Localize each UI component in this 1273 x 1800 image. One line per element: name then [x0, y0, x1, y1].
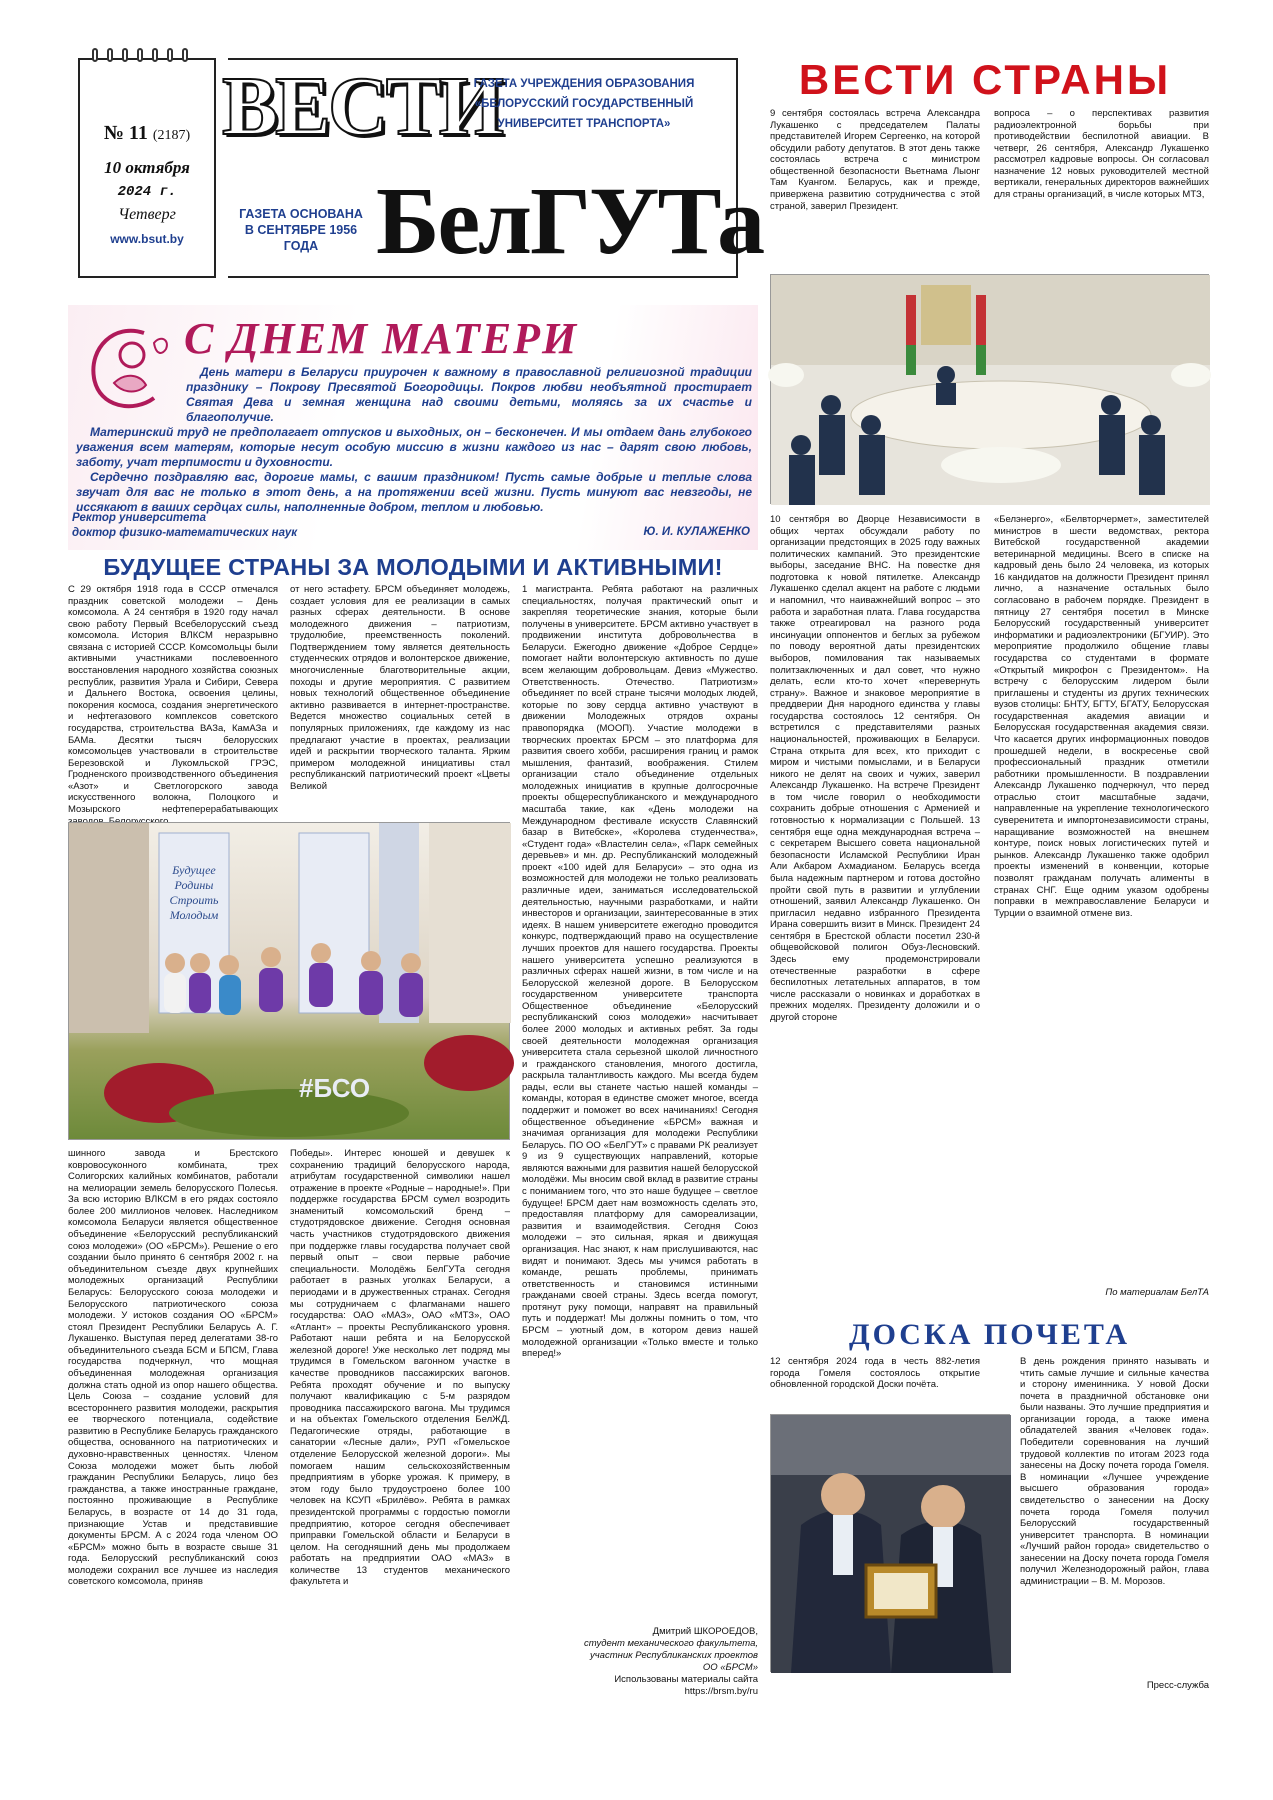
country-col-right: «Белэнерго», «Белвторчермет», заместителей министров в шести ведомствах, ректора Витебской государственной академии ветеринарной медицины. Всего в списке на кадровый день было 24 человека, из которых 16 кандидатов на должности Президент принял лично, а назначение остальных было согласовано в рабочем порядке. Президент в пятницу 27 сентября посетил в Минске Белорусский государственный университет информатики и радиоэлектроники (БГУИР). Это мероприятие продолжило общение главы государства со студентами в формате «Открытый микрофон с Президентом». На встречу с белорусским лидером были приглашены и студенты из других технических вузов столицы: БНТУ, БГТУ, БГАТУ, Белорусская государственная академия авиации и Белорусская государственная академия связи. Что касается других информационных поводов прошедшей недели, в воскресенье свой профессиональный праздник отметили работники промышленности. В поздравлении Александр Лукашенко подчеркнул, что перед отраслью стоит масштабные задачи, направленные на укрепление технологического суверенитета и импортонезависимости страны, наращивание возможностей на внешнем контуре, поиск новых логистических путей и рынков. Александр Лукашенко также одобрил проекты изменений в конвенции, которые позволят гражданам получать алименты в странах СНГ. Еще одним указом одобрены поправки в межправославление Беларуси и Турции о взаимной отмене виз.: [994, 514, 1209, 919]
country-top-right: вопроса – о перспективах развития радиоэлектронной борьбы при противодействии беспилотной авиации. В четверг, 26 сентября, Александр Лукашенко рассмотрел кадровые вопросы. Он согласовал назначение 12 новых руководителей местной вертикали, генеральных директоров важнейших для страны организаций, в числе которых МТЗ,: [994, 108, 1209, 201]
founded-block: ГАЗЕТА ОСНОВАНА В СЕНТЯБРЕ 1956 ГОДА: [239, 207, 363, 253]
country-source: По материалам БелТА: [1105, 1287, 1209, 1298]
award-photo: [770, 1414, 1010, 1672]
youth-col2-bottom: Победы». Интерес юношей и девушек к сохранению традиций белорусского народа, атрибутам государственной символики нашел отражение в проекте «Родные – народные!». При поддержке государства БРСМ сумел возродить знаменитый комсомольский бренд – студотрядовское движение. Сегодня основная часть участников студотрядовского движения при поддержке главы государства получает свой первый опыт – свои первые рабочие специальности. Молодёжь БелГУТа сегодня работает в разных уголках Беларуси, а периодами и в дружественных странах. Сегодня мы сотрудничаем с флагманами нашего государства: ОАО «МАЗ», ОАО «МТЗ», ОАО «Атлант» – проекты Республиканского уровня. Работают наши ребята и на Белорусской железной дороге! Уже несколько лет подряд мы трудимся в Гомельском вагонном участке в качестве проводников пассажирских вагонов. Ребята проходят обучение и по выпуску получают квалификацию с 5-м разрядом проводника пассажирского вагона. Мы трудимся и на объектах Гомельского отделения БелЖД. Педагогические отряды, работающие в санатории «Лесные дали», РУП «Гомельское отделение Белорусской железной дороги». Мы помогаем нашим сельскохозяйственным предприятиям в уборке урожая. К примеру, в этом году было трудоустроено более 100 человек на КСУП «Брилёво». Ребята в рамках президентской программы с гордостью помогли предприятию, которое сегодня обеспечивает приправки Гомельской области и Беларуси в целом. На сегодняшний день мы продолжаем работать на предприятии ОАО «МАЗ» в количестве 13 студентов механического факультета и: [290, 1148, 510, 1588]
youth-author: Дмитрий ШКОРОЕДОВ, студент механического факультета, участник Республиканских проектов ОО «БРСМ» Использованы материалы сайта https://brsm.by/ru: [522, 1626, 758, 1698]
country-col-left: 10 сентября во Дворце Независимости в общих чертах обсуждали работу по организации предстоящих в 2025 году важных политических кампаний. Это президентские выборы, заседание ВНС. На повестке дня подготовка к новой пятилетке. Александр Лукашенко сделал акцент на работе с людьми и напомнил, что наиважнейший вопрос – это работа и заработная плата. Глава государства также отреагировал на разного рода инсинуации оппонентов и беглых за рубежом по поводу вероятной даты президентских выборов, помилования так называемых политзаключенных и дал совет, что нужно делать, если кто-то хочет «перевернуть страну». Важное и знаковое мероприятие в преддверии Дня народного единства у главы государства состоялось 12 сентября. Он встретился с представителями разных национальностей, проживающих в Беларуси. Страна открыта для всех, кто приходит с миром и чистыми помыслами, и в Беларуси никого не делят на своих и чужих, заверил Александр Лукашенко. На встрече Президент в том числе говорил о необходимости сохранить добрые отношения с Арменией и готовностью к нормализации с Польшей. 13 сентября еще одна международная встреча – с секретарем Высшего совета национальной безопасности Исламской Республики Иран Али Акбаром Ахмадианом. Беларусь всегда была надежным партнером и готова достойно пройти свой путь в развитии и углублении отношений, заявил Александр Лукашенко. Он пригласил недавно избранного Президента Ирана совершить визит в Минск. Президент 24 сентября в Брестской области посетил 230-й общевойсковой полигон Обуз-Лесновский. Здесь ему продемонстрировали отечественные разработки в сфере беспилотных летательных аппаратов, в том числе рассказали о новинках и доработках в прежних моделях. Президенту доложили и о другой стороне: [770, 514, 980, 1023]
rector-title: Ректор университета доктор физико-математических наук: [72, 512, 298, 539]
photo-banner-text: Будущее Родины Строить Молодым: [169, 863, 219, 922]
youth-headline: БУДУЩЕЕ СТРАНЫ ЗА МОЛОДЫМИ И АКТИВНЫМИ!: [103, 554, 723, 580]
youth-col2-top: от него эстафету. БРСМ объединяет молодежь, создает условия для ее реализации в самых разных сферах деятельности. В основе молодежного движения – патриотизм, трудолюбие, преемственность поколений. Подтверждением тому является деятельность студенческих отрядов и волонтерское движение, многочисленные благотворительные акции, походы и другие мероприятия. С развитием новых технологий общественное объединение активно развивается в интернет-пространстве. Ведется множество социальных сетей в популярных приложениях, где каждому из нас предлагают участие в проектах, реализации идей и раскрытии творческого таланта. Ярким примером молодежной инициативы стал республиканский патриотический проект «Цветы Великой: [290, 584, 510, 792]
mothers-day-title: С ДНЕМ МАТЕРИ: [184, 314, 579, 363]
title-top: ВЕСТИ: [222, 60, 502, 153]
issue-date: 10 октября: [104, 158, 190, 177]
calendar-rings: [92, 48, 197, 67]
issue-calendar: [78, 58, 216, 278]
issue-total: (2187): [152, 128, 191, 143]
honor-board-text: В день рождения принято называть и чтить самые лучшие и сильные качества и сторону именинника. У новой Доски почета в праздничной обстановке они были названы. Это лучшие предприятия и организации города, а также имена обладателей звания «Человек года». Победители соревнования на лучший трудовой коллектив по итогам 2023 года занесены на Доску почета города Гомеля. В номинации «Лучшее учреждение высшего образования города» свидетельство о занесении на Доску почета города Гомеля получил Белорусский государственный университет транспорта. В номинации «Лучший район города» свидетельство о занесении на Доску почета города Гомеля получил Железнодорожный район, глава администрации – В. М. Морозов.: [1020, 1356, 1209, 1587]
issue-year: 2024 г.: [117, 184, 177, 200]
masthead: [78, 52, 764, 282]
youth-group-photo: [68, 822, 510, 1140]
issue-weekday: Четверг: [118, 206, 176, 223]
brsm-link[interactable]: https://brsm.by/ru: [684, 1686, 758, 1697]
honor-board-title: ДОСКА ПОЧЕТА: [848, 1318, 1131, 1351]
honor-board-intro: 12 сентября 2024 года в честь 882-летия города Гомеля состоялось открытие обновленной городской Доски почёта.: [770, 1356, 980, 1391]
publisher-block: ГАЗЕТА УЧРЕЖДЕНИЯ ОБРАЗОВАНИЯ «БЕЛОРУССКИЙ ГОСУДАРСТВЕННЫЙ УНИВЕРСИТЕТ ТРАНСПОРТА»: [473, 78, 695, 130]
photo-tag: #БСО: [299, 1073, 371, 1103]
rector-name: Ю. И. КУЛАЖЕНКО: [643, 526, 750, 538]
country-title: ВЕСТИ СТРАНЫ: [798, 56, 1172, 103]
issue-number: № 11: [103, 122, 148, 144]
mothers-day-text: День матери в Беларуси приурочен к важному в православной религиозной традиции празднику – Покрову Пресвятой Богородицы. Покров любви необъятной простирает Святая Дева и земная женщина над своими детьми, моляясь за их счастье и благополучие. Материнский труд не предполагает отпусков и выходных, он – бесконечен. И мы отдаем дань глубокого уважения всем матерям, которые несут особую миссию в жизни каждого из нас – дарят свою любовь, заботу, учат терпимости и духовности. Сердечно поздравляю вас, дорогие мамы, с вашим праздником! Пусть самые добрые и теплые слова звучат для вас не только в этот день, а на протяжении всей жизни. Пусть минуют вас невзгоды, не иссякают в ваших сердцах силы, наполненные добром, теплом и любовью.: [76, 365, 752, 514]
country-top-left: 9 сентября состоялась встреча Александра Лукашенко с председателем Палаты представителей Игорем Сергеенко, на которой обсудили работу депутатов. В этот день также состоялась встреча с министром общественной безопасности Вьетнама Лыонг Там Куангом. Беларусь, как и прежде, привержена развитию сотрудничества с этой страной, заверил Президент.: [770, 108, 980, 212]
site-link[interactable]: www.bsut.by: [110, 232, 184, 246]
mothers-day-section: [68, 305, 758, 550]
youth-col3: 1 магистранта. Ребята работают на различных специальностях, получая практический опыт и закрепляя теоретические знания, которые были получены в университете. БРСМ активно участвует в продвижении института добровольчества в Беларуси. Ежегодно движение «Доброе Сердце» помогает найти волонтерскую активность по душе всем желающим добровольцам. Девиз «Мужество. Ответственность. Отечество. Патриотизм» объединяет по всей стране тысячи молодых людей, которые по зову сердца активно участвуют в движении Молодежных отрядов охраны правопорядка (МООП). Участие молодежи в творческих проектах БРСМ – это платформа для развития своего хобби, расширения границ и рамок мышления, фантазий, воображения. Стилем организации стало объединение отдельных молодежных инициатив в крупные долгосрочные проекты общереспубликанского и международного масштаба такие, как «День молодежи на Международном фестивале искусств Славянский базар в Витебске», «Королева студенчества», «Студент года» «Властелин села», «Парк семейных деревьев» и мн. др. Республиканский молодежный проект «100 идей для Беларуси» – это одна из возможностей для молодежи не только реализовать различные идеи, заниматься исследовательской деятельностью, научными разработками, и найти инвесторов и организации, заинтересованные в этих идеях. В нашем университете ежегодно проводится конкурс, подтверждающий право на осуществление лучших проектов для нашего государства. Проекты нашего университета успешно реализуются в различных сферах нашей жизни, в том числе и на Белорусской железной дороге. В Белорусском государственном университете транспорта Общественное объединение «Белорусский республиканский союз молодежи» насчитывает более 2000 молодых и активных ребят. За годы своей деятельности молодежная организация университета стала серьезной школой личностного и гражданского становления, многого достигла, раскрыла талантливость каждого. Мы всегда будем рады, если вы станете частью нашей команды – команды, которая в единстве сможет многое, всегда поддержит и поможет во всех начинаниях! Сегодня общественное объединение «БРСМ» важная и значимая организация для молодежи Республики Беларусь. ПО ОО «БелГУТ» с правами РК реализует 9 из 9 существующих направлений, которые являются важными для развития нашей белорусской молодёжи. Мы вносим свой вклад в развитие страны с пониманием того, что это наше будущее – светлое будущее! БРСМ дает нам возможность сделать это, предоставляя платформу для самореализации, развития и взаимодействия. Сегодня Союз молодежи – это сильная, яркая и движущая организация. Нас знают, к нам прислушиваются, нас видят и понимают. Здесь мы учимся работать в команде, решать проблемы, принимать ответственность и становимся истинными гражданами своей страны. Здесь всегда помогут, протянут руку помощи, направят на правильный путь и поддержат! Мы должны помнить о том, что БРСМ – уютный дом, в котором девиз нашей молодежной организации «Только вместе и только вперед!»: [522, 584, 758, 1360]
youth-col1-bottom: шинного завода и Брестского ковровосуконного комбината, трех Солигорских калийных комбинатов, работали на мелиорации земель белорусского Полесья. За всю историю ВЛКСМ в его рядах состояло более 200 миллионов человек. Наследником комсомола Беларуси является общественное объединение «Белорусский республиканский союз молодежи» (ОО «БРСМ»). Решение о его создании было принято 6 сентября 2002 г. на объединительном съезде двух крупнейших молодежных организаций Республики Беларусь: Белорусского союза молодежи и Белорусского патриотического союза молодежи. У истоков создания ОО «БРСМ» стоял Президент Республики Беларусь А. Г. Лукашенко. Выступая перед делегатами 38-го объединительного съезда БСМ и БПСМ, Глава государства подчеркнул, что мощная объединенная молодежная организация должна стать одной из опор нашего общества. Цель Союза – создание условий для всестороннего развития молодежи, раскрытия ее творческого потенциала, содействие развитию в Республике Беларусь гражданского общества, основанного на патриотических и духовно-нравственных ценностях. Членом Союза молодежи может быть любой гражданин Республики Беларусь, лицо без гражданства, а также иностранные граждане, постоянно проживающие в Республике Беларусь, в возрасте от 14 до 31 года, признающие Устав и представившие документы БРСМ. А с 2024 года членом ОО «БРСМ» можно быть в возрасте свыше 31 года. Белорусский республиканский союз молодежи сохранил все лучшее из наследия советского комсомола, приняв: [68, 1148, 278, 1588]
youth-col1-top: С 29 октября 1918 года в СССР отмечался праздник советской молодежи – День комсомола. А 24 сентября в 1920 году начал свою работу Первый Всебелорусский съезд комсомола. История ВЛКСМ неразрывно связана с историей СССР. Комсомольцы были активными участниками послевоенного восстановления народного хозяйства союзных республик, развития Урала и Сибири, Севера и Дальнего Востока, освоения целины, покорения космоса, создания энергетического и нефтегазового комплексов советского государства, строительства ВАЗа, КамАЗа и БАМа. Десятки тысяч белорусских комсомольцев участвовали в строительстве Березовской и Лукомльской ГРЭС, Гродненского производственного объединения «Азот» и Светлогорского завода искусственного волокна, Полоцкого и Мозырского нефтеперерабатывающих: [68, 584, 278, 815]
meeting-photo: [770, 274, 1209, 504]
press-service-credit: Пресс-служба: [1146, 1680, 1209, 1691]
title-bottom: БелГУТа: [376, 167, 764, 274]
